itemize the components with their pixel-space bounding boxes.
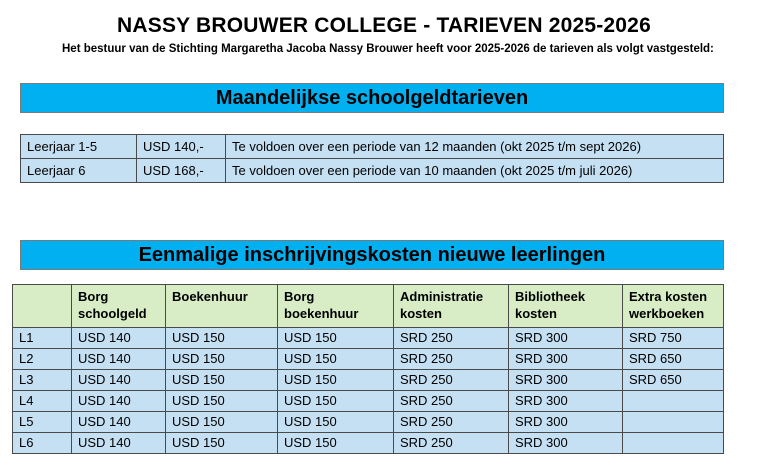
boekenhuur-cell: USD 150 <box>166 412 278 433</box>
administratie-kosten-cell: SRD 250 <box>394 391 509 412</box>
extra-kosten-werkboeken-cell: SRD 650 <box>623 370 724 391</box>
grade-cell: L3 <box>13 370 72 391</box>
boekenhuur-cell: USD 150 <box>166 370 278 391</box>
table-row <box>13 391 724 412</box>
administratie-kosten-cell: SRD 250 <box>394 412 509 433</box>
extra-kosten-werkboeken-cell: SRD 650 <box>623 349 724 370</box>
price-cell: USD 140,- <box>137 135 226 159</box>
monthly-fees-table <box>20 134 724 183</box>
table-row <box>13 328 724 349</box>
registration-fees-table <box>12 284 724 454</box>
borg-schoolgeld-cell: USD 140 <box>72 433 166 454</box>
bibliotheek-kosten-cell: SRD 300 <box>509 370 623 391</box>
registration-fees-heading: Eenmalige inschrijvingskosten nieuwe leerlingen <box>20 240 724 270</box>
administratie-kosten-cell: SRD 250 <box>394 349 509 370</box>
bibliotheek-kosten-cell: SRD 300 <box>509 391 623 412</box>
administratie-kosten-cell: SRD 250 <box>394 370 509 391</box>
borg-boekenhuur-cell: USD 150 <box>278 349 394 370</box>
table-row <box>21 135 724 159</box>
note-cell: Te voldoen over een periode van 10 maanden (okt 2025 t/m juli 2026) <box>226 159 724 183</box>
extra-kosten-werkboeken-cell: SRD 750 <box>623 328 724 349</box>
borg-schoolgeld-cell: USD 140 <box>72 349 166 370</box>
extra-kosten-werkboeken-cell <box>623 412 724 433</box>
table-row <box>13 433 724 454</box>
table-row <box>21 159 724 183</box>
grade-cell: L2 <box>13 349 72 370</box>
boekenhuur-cell: USD 150 <box>166 328 278 349</box>
column-header-grade <box>13 285 72 328</box>
price-cell: USD 168,- <box>137 159 226 183</box>
borg-schoolgeld-cell: USD 140 <box>72 412 166 433</box>
bibliotheek-kosten-cell: SRD 300 <box>509 328 623 349</box>
borg-boekenhuur-cell: USD 150 <box>278 370 394 391</box>
administratie-kosten-cell: SRD 250 <box>394 328 509 349</box>
table-row <box>13 412 724 433</box>
borg-schoolgeld-cell: USD 140 <box>72 328 166 349</box>
borg-boekenhuur-cell: USD 150 <box>278 391 394 412</box>
grade-cell: L1 <box>13 328 72 349</box>
bibliotheek-kosten-cell: SRD 300 <box>509 349 623 370</box>
page-title: NASSY BROUWER COLLEGE - TARIEVEN 2025-2026 <box>117 14 651 37</box>
borg-boekenhuur-cell: USD 150 <box>278 328 394 349</box>
column-header-borg-schoolgeld: Borg schoolgeld <box>72 285 166 328</box>
grade-cell: L6 <box>13 433 72 454</box>
borg-schoolgeld-cell: USD 140 <box>72 391 166 412</box>
grade-cell: L4 <box>13 391 72 412</box>
extra-kosten-werkboeken-cell <box>623 391 724 412</box>
boekenhuur-cell: USD 150 <box>166 349 278 370</box>
extra-kosten-werkboeken-cell <box>623 433 724 454</box>
monthly-fees-heading: Maandelijkse schoolgeldtarieven <box>20 83 724 113</box>
grade-cell: Leerjaar 6 <box>21 159 137 183</box>
column-header-administratie-kosten: Administratie kosten <box>394 285 509 328</box>
boekenhuur-cell: USD 150 <box>166 391 278 412</box>
borg-boekenhuur-cell: USD 150 <box>278 412 394 433</box>
page-subtitle: Het bestuur van de Stichting Margaretha Jacoba Nassy Brouwer heeft voor 2025-2026 de tarieven als volgt vastgesteld: <box>62 43 714 55</box>
grade-cell: L5 <box>13 412 72 433</box>
bibliotheek-kosten-cell: SRD 300 <box>509 433 623 454</box>
grade-cell: Leerjaar 1-5 <box>21 135 137 159</box>
borg-boekenhuur-cell: USD 150 <box>278 433 394 454</box>
column-header-borg-boekenhuur: Borg boekenhuur <box>278 285 394 328</box>
bibliotheek-kosten-cell: SRD 300 <box>509 412 623 433</box>
column-header-boekenhuur: Boekenhuur <box>166 285 278 328</box>
table-header-row <box>13 285 724 328</box>
note-cell: Te voldoen over een periode van 12 maanden (okt 2025 t/m sept 2026) <box>226 135 724 159</box>
table-row <box>13 370 724 391</box>
table-row <box>13 349 724 370</box>
column-header-bibliotheek-kosten: Bibliotheek kosten <box>509 285 623 328</box>
boekenhuur-cell: USD 150 <box>166 433 278 454</box>
borg-schoolgeld-cell: USD 140 <box>72 370 166 391</box>
column-header-extra-kosten-werkboeken: Extra kosten werkboeken <box>623 285 724 328</box>
administratie-kosten-cell: SRD 250 <box>394 433 509 454</box>
